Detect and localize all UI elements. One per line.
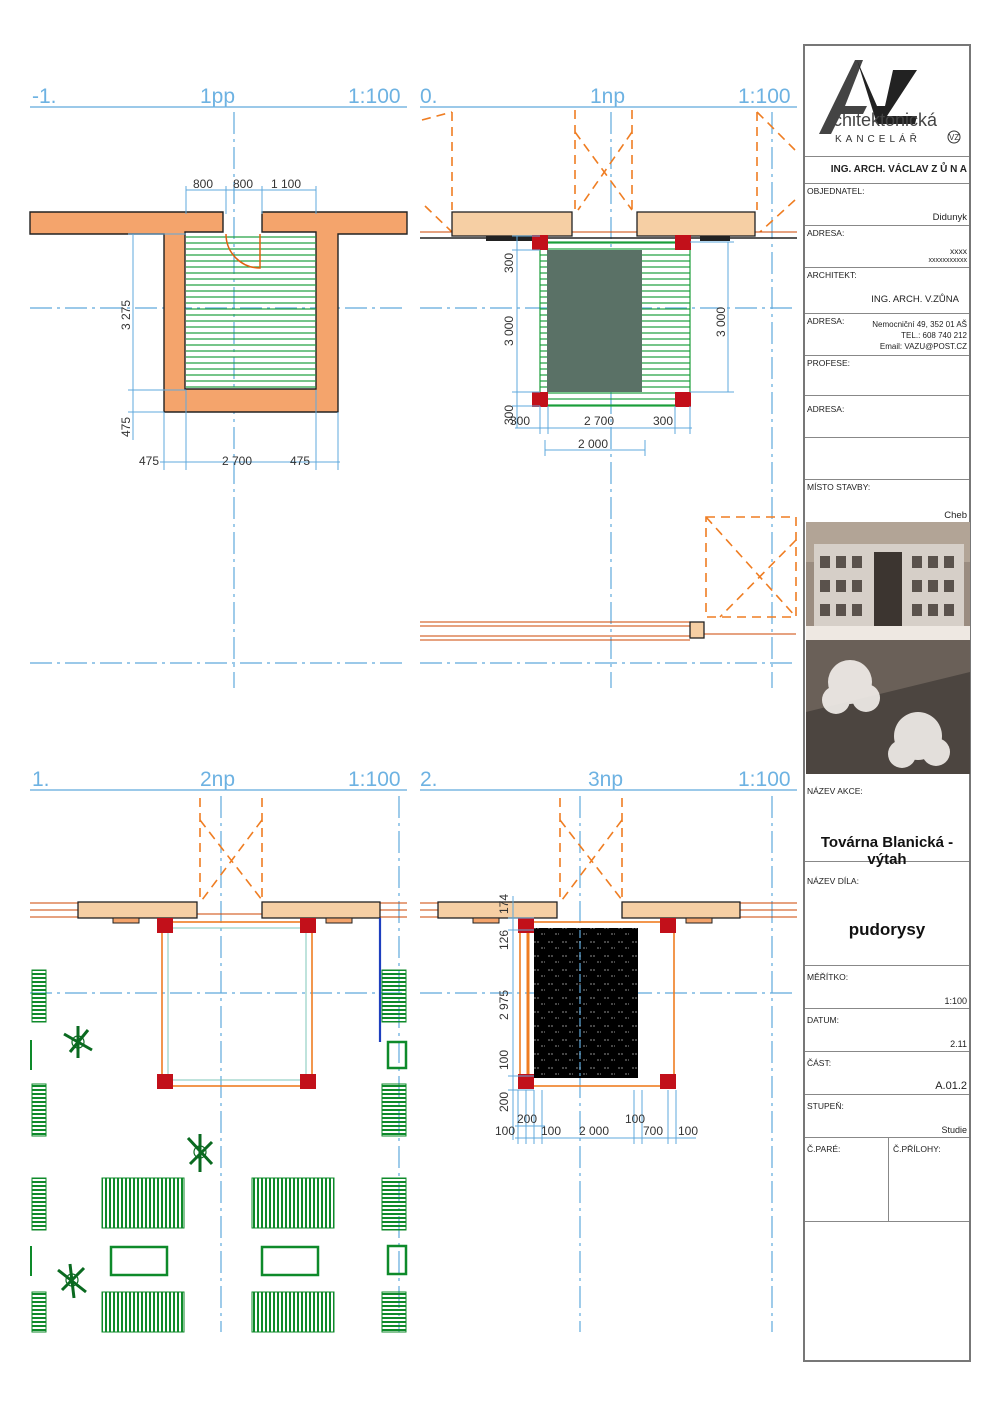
client-label: OBJEDNATEL: [807,186,865,196]
view-name: 1pp [200,85,236,108]
logo-text: rchitektonická [827,110,938,130]
scale-row [805,966,969,1009]
phone: TEL.: 608 740 212 [901,331,967,340]
plan-1np [420,110,797,640]
work-row [805,862,969,966]
site-row [805,480,969,522]
view-name: 1np [590,85,626,108]
title-block [803,44,971,1362]
view-header-3np [420,768,797,791]
site-label: MÍSTO STAVBY: [807,482,871,492]
dim-label: 126 [497,929,511,950]
logo-badge: VZ [949,133,960,142]
address-line: Nemocniční 49, 352 01 AŠ [872,320,967,329]
dim-label: 2 700 [222,454,253,468]
view-number: 1. [32,768,50,791]
view-name: 2np [200,768,236,791]
dim-label: 2 000 [579,1124,610,1138]
project-title: Továrna Blanická - výtah [820,834,954,868]
client-address-row [805,226,969,268]
elevator-cabin [547,250,642,392]
project-label: NÁZEV AKCE: [807,786,863,796]
view-number: 2. [420,768,438,791]
logo-mark [805,46,969,156]
address-label: ADRESA: [807,404,845,414]
view-header-2np [30,768,407,791]
stage-label: STUPEŇ: [807,1101,844,1111]
copies-label: Č.PARÉ: [807,1144,841,1154]
dim-label: 300 [502,404,516,425]
work-label: NÁZEV DÍLA: [807,876,859,886]
email: Email: VAZU@POST.CZ [879,342,967,351]
lower-fence [420,622,796,640]
dim-label: 3 000 [502,315,516,346]
dim-label: 100 [497,1049,511,1070]
address-line: xxxx [950,246,967,256]
attachments-label: Č.PŘÍLOHY: [893,1144,941,1154]
part-value: A.01.2 [935,1080,967,1092]
dim-label: 2 700 [584,414,615,428]
view-scale: 1:100 [348,85,401,108]
dim-label: 2 000 [578,437,609,451]
dim-label: 100 [541,1124,562,1138]
view-scale: 1:100 [348,768,401,791]
dim-label: 100 [625,1112,646,1126]
view-header-1pp [30,85,407,108]
dim-label: 2 975 [497,989,511,1020]
date-label: DATUM: [807,1015,839,1025]
plan-1pp [30,177,407,470]
dim-label: 300 [502,252,516,273]
work-title: pudorysy [848,920,926,939]
stage-value: Studie [941,1125,967,1135]
divider [888,1138,889,1222]
client-value: Didunyk [932,212,967,223]
garden-furniture [30,970,406,1332]
dim-label: 800 [193,177,214,191]
dim-label: 475 [290,454,311,468]
dim-label: 3 000 [714,306,728,337]
dim-label: 200 [497,1091,511,1112]
plan-3np [420,798,797,1144]
dim-label: 700 [643,1124,664,1138]
dim-label: 3 275 [119,299,133,330]
logo-subtitle: KANCELÁŘ [835,134,921,145]
view-scale: 1:100 [738,768,791,791]
view-name: 3np [588,768,624,791]
dim-label: 300 [653,414,674,428]
plan-2np [30,798,407,1332]
profession-label: PROFESE: [807,358,850,368]
dim-label: 300 [510,414,531,428]
address-line: xxxxxxxxxxx [928,257,967,264]
tree-symbols [58,1026,212,1298]
part-label: ČÁST: [807,1058,832,1068]
dim-label: 475 [139,454,160,468]
elevator-cabin [534,928,638,1078]
office-row [805,156,969,184]
architect-row [805,268,969,314]
dim-label: 174 [497,893,511,914]
date-value: 2.11 [950,1039,967,1049]
part-row [805,1052,969,1095]
office-name: ING. ARCH. VÁCLAV Z Ů N A [830,164,967,175]
scale-value: 1:100 [944,996,967,1006]
stage-row [805,1095,969,1138]
elevator-shaft [186,234,316,389]
client-row [805,184,969,226]
date-row [805,1009,969,1052]
architect-address-row [805,314,969,356]
address-label: ADRESA: [807,228,845,238]
address-label: ADRESA: [807,316,845,326]
lower-canopy [706,517,796,617]
dim-label: 100 [495,1124,516,1138]
dim-label: 475 [119,416,133,437]
site-value: Cheb [944,510,967,521]
building-render [806,522,970,774]
dim-label: 800 [233,177,254,191]
empty-row [805,438,969,480]
view-number: -1. [32,85,57,108]
office-logo [805,46,969,157]
view-header-1np [420,85,797,108]
profession-row [805,356,969,396]
dim-label: 100 [678,1124,699,1138]
view-scale: 1:100 [738,85,791,108]
architect-label: ARCHITEKT: [807,270,857,280]
copies-row [805,1138,969,1222]
scale-label: MĚŘÍTKO: [807,972,849,982]
profession-address-row [805,396,969,438]
dim-label: 1 100 [271,177,302,191]
project-row [805,774,969,868]
architect-value: ING. ARCH. V.ZŮNA [871,294,959,305]
view-number: 0. [420,85,438,108]
dim-label: 200 [517,1112,538,1126]
